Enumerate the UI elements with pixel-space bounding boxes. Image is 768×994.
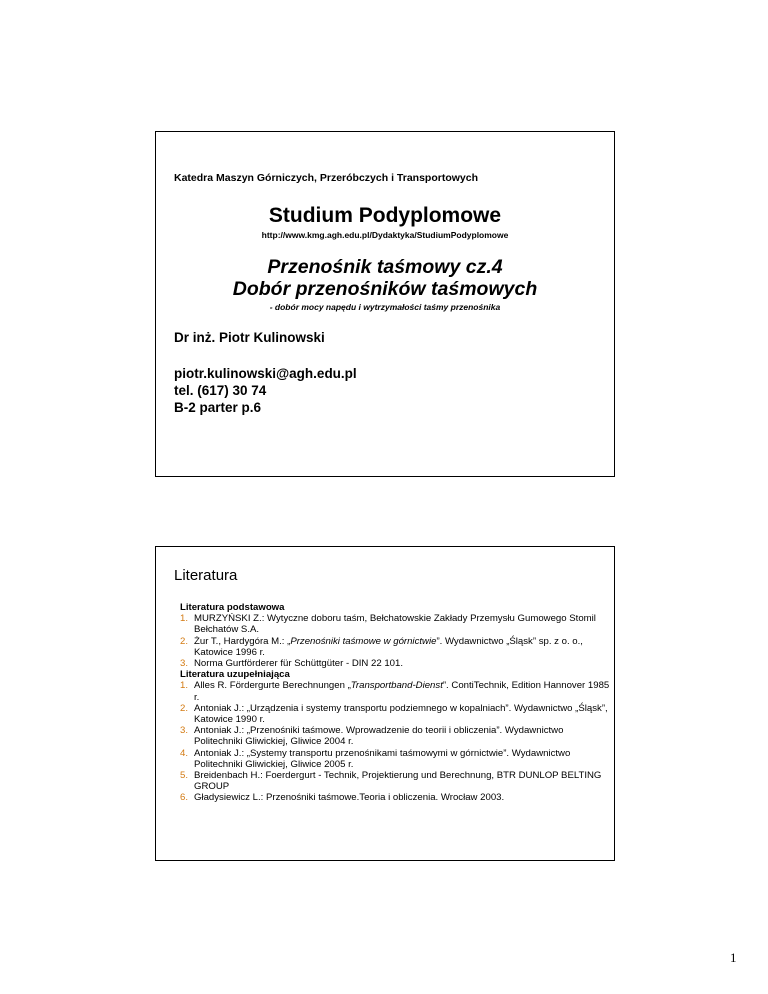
list-item	[180, 658, 610, 669]
author-email[interactable]: piotr.kulinowski@agh.edu.pl	[174, 366, 357, 381]
extra-literature-list	[180, 680, 610, 803]
list-item-text	[194, 658, 403, 669]
department-name: Katedra Maszyn Górniczych, Przeróbczych i Transportowych	[174, 172, 479, 184]
list-item-text-part: ”. Wydawnictwo „Śląsk” sp. z o. o., Katowice 1996 r.	[194, 635, 583, 658]
topic-line-2: Dobór przenośników taśmowych	[232, 278, 538, 300]
list-item-italic-title: Przenośniki taśmowe w górnictwie	[290, 635, 437, 647]
list-item-text-part: Antoniak J.: „Urządzenia i systemy transportu podziemnego w kopalniach”. Wydawnictwo „Śląsk”, Katowice 1990 r.	[194, 702, 608, 726]
lecture-topic	[156, 256, 614, 300]
list-item-text	[194, 680, 609, 702]
list-item-text	[194, 792, 504, 803]
list-item-text	[194, 636, 583, 658]
author-name: Dr inż. Piotr Kulinowski	[174, 330, 325, 345]
list-item-number: 3.	[180, 658, 189, 670]
slide-literature	[155, 546, 615, 861]
extra-literature-title: Literatura uzupełniająca	[180, 669, 290, 681]
list-item-text	[194, 725, 563, 747]
list-item-text-part: Antoniak J.: „Przenośniki taśmowe. Wprowadzenie do teorii i obliczenia”. Wydawnictwo Politechniki Gliwickiej, Gliwice 2004 r.	[194, 725, 564, 748]
list-item-text-part: Gładysiewicz L.: Przenośniki taśmowe.Teoria i obliczenia. Wrocław 2003.	[194, 792, 505, 804]
page-number: 1	[730, 950, 737, 965]
list-item-text	[194, 748, 570, 770]
list-item	[180, 792, 610, 803]
list-item-text	[194, 703, 608, 725]
list-item-text	[194, 613, 596, 635]
list-item-number: 3.	[180, 725, 189, 737]
list-item-text-part: Alles R. Fördergurte Berechnungen „	[194, 680, 351, 692]
list-item-text-part: Breidenbach H.: Foerdergurt - Technik, Projektierung und Berechnung, BTR DUNLOP BELTING GROUP	[194, 770, 602, 793]
list-item-number: 4.	[180, 747, 189, 759]
list-item-text-part: Żur T., Hardygóra M.: „	[194, 635, 291, 647]
list-item-number: 6.	[180, 792, 189, 804]
list-item-number: 1.	[180, 680, 189, 692]
list-item-number: 2.	[180, 702, 189, 714]
list-item	[180, 725, 610, 747]
literature-heading: Literatura	[174, 567, 238, 584]
list-item	[180, 680, 610, 702]
list-item-italic-title: Transportband-Dienst	[350, 680, 443, 692]
list-item-number: 1.	[180, 613, 189, 625]
list-item-text-part: MURZYŃSKI Z.: Wytyczne doboru taśm, Bełchatowskie Zakłady Przemysłu Gumowego Stomil Bełchatów S.A.	[194, 613, 596, 636]
list-item	[180, 748, 610, 770]
slide-title	[155, 131, 615, 477]
course-title: Studium Podyplomowe	[268, 204, 502, 227]
author-room: B-2 parter p.6	[174, 400, 262, 415]
list-item-number: 5.	[180, 770, 189, 782]
list-item-text	[194, 770, 601, 792]
list-item	[180, 770, 610, 792]
list-item	[180, 703, 610, 725]
list-item	[180, 613, 610, 635]
list-item-number: 2.	[180, 635, 189, 647]
list-item	[180, 636, 610, 658]
basic-literature-list	[180, 613, 610, 669]
lecture-subtitle: - dobór mocy napędu i wytrzymałości taśmy przenośnika	[269, 302, 501, 312]
literature-body	[180, 602, 610, 804]
list-item-text-part: Norma Gurtförderer für Schüttgüter - DIN 22 101.	[194, 658, 404, 670]
course-url[interactable]: http://www.kmg.agh.edu.pl/Dydaktyka/StudiumPodyplomowe	[261, 230, 509, 240]
list-item-text-part: ”. ContiTechnik, Edition Hannover 1985 r.	[194, 680, 610, 703]
list-item-text-part: Antoniak J.: „Systemy transportu przenośnikami taśmowymi w górnictwie”. Wydawnictwo Politechniki Gliwickiej, Gliwice 2005 r.	[194, 747, 571, 770]
contact-block	[174, 365, 357, 416]
author-phone: tel. (617) 30 74	[174, 383, 267, 398]
topic-line-1: Przenośnik taśmowy cz.4	[267, 256, 503, 278]
basic-literature-title: Literatura podstawowa	[180, 602, 285, 613]
